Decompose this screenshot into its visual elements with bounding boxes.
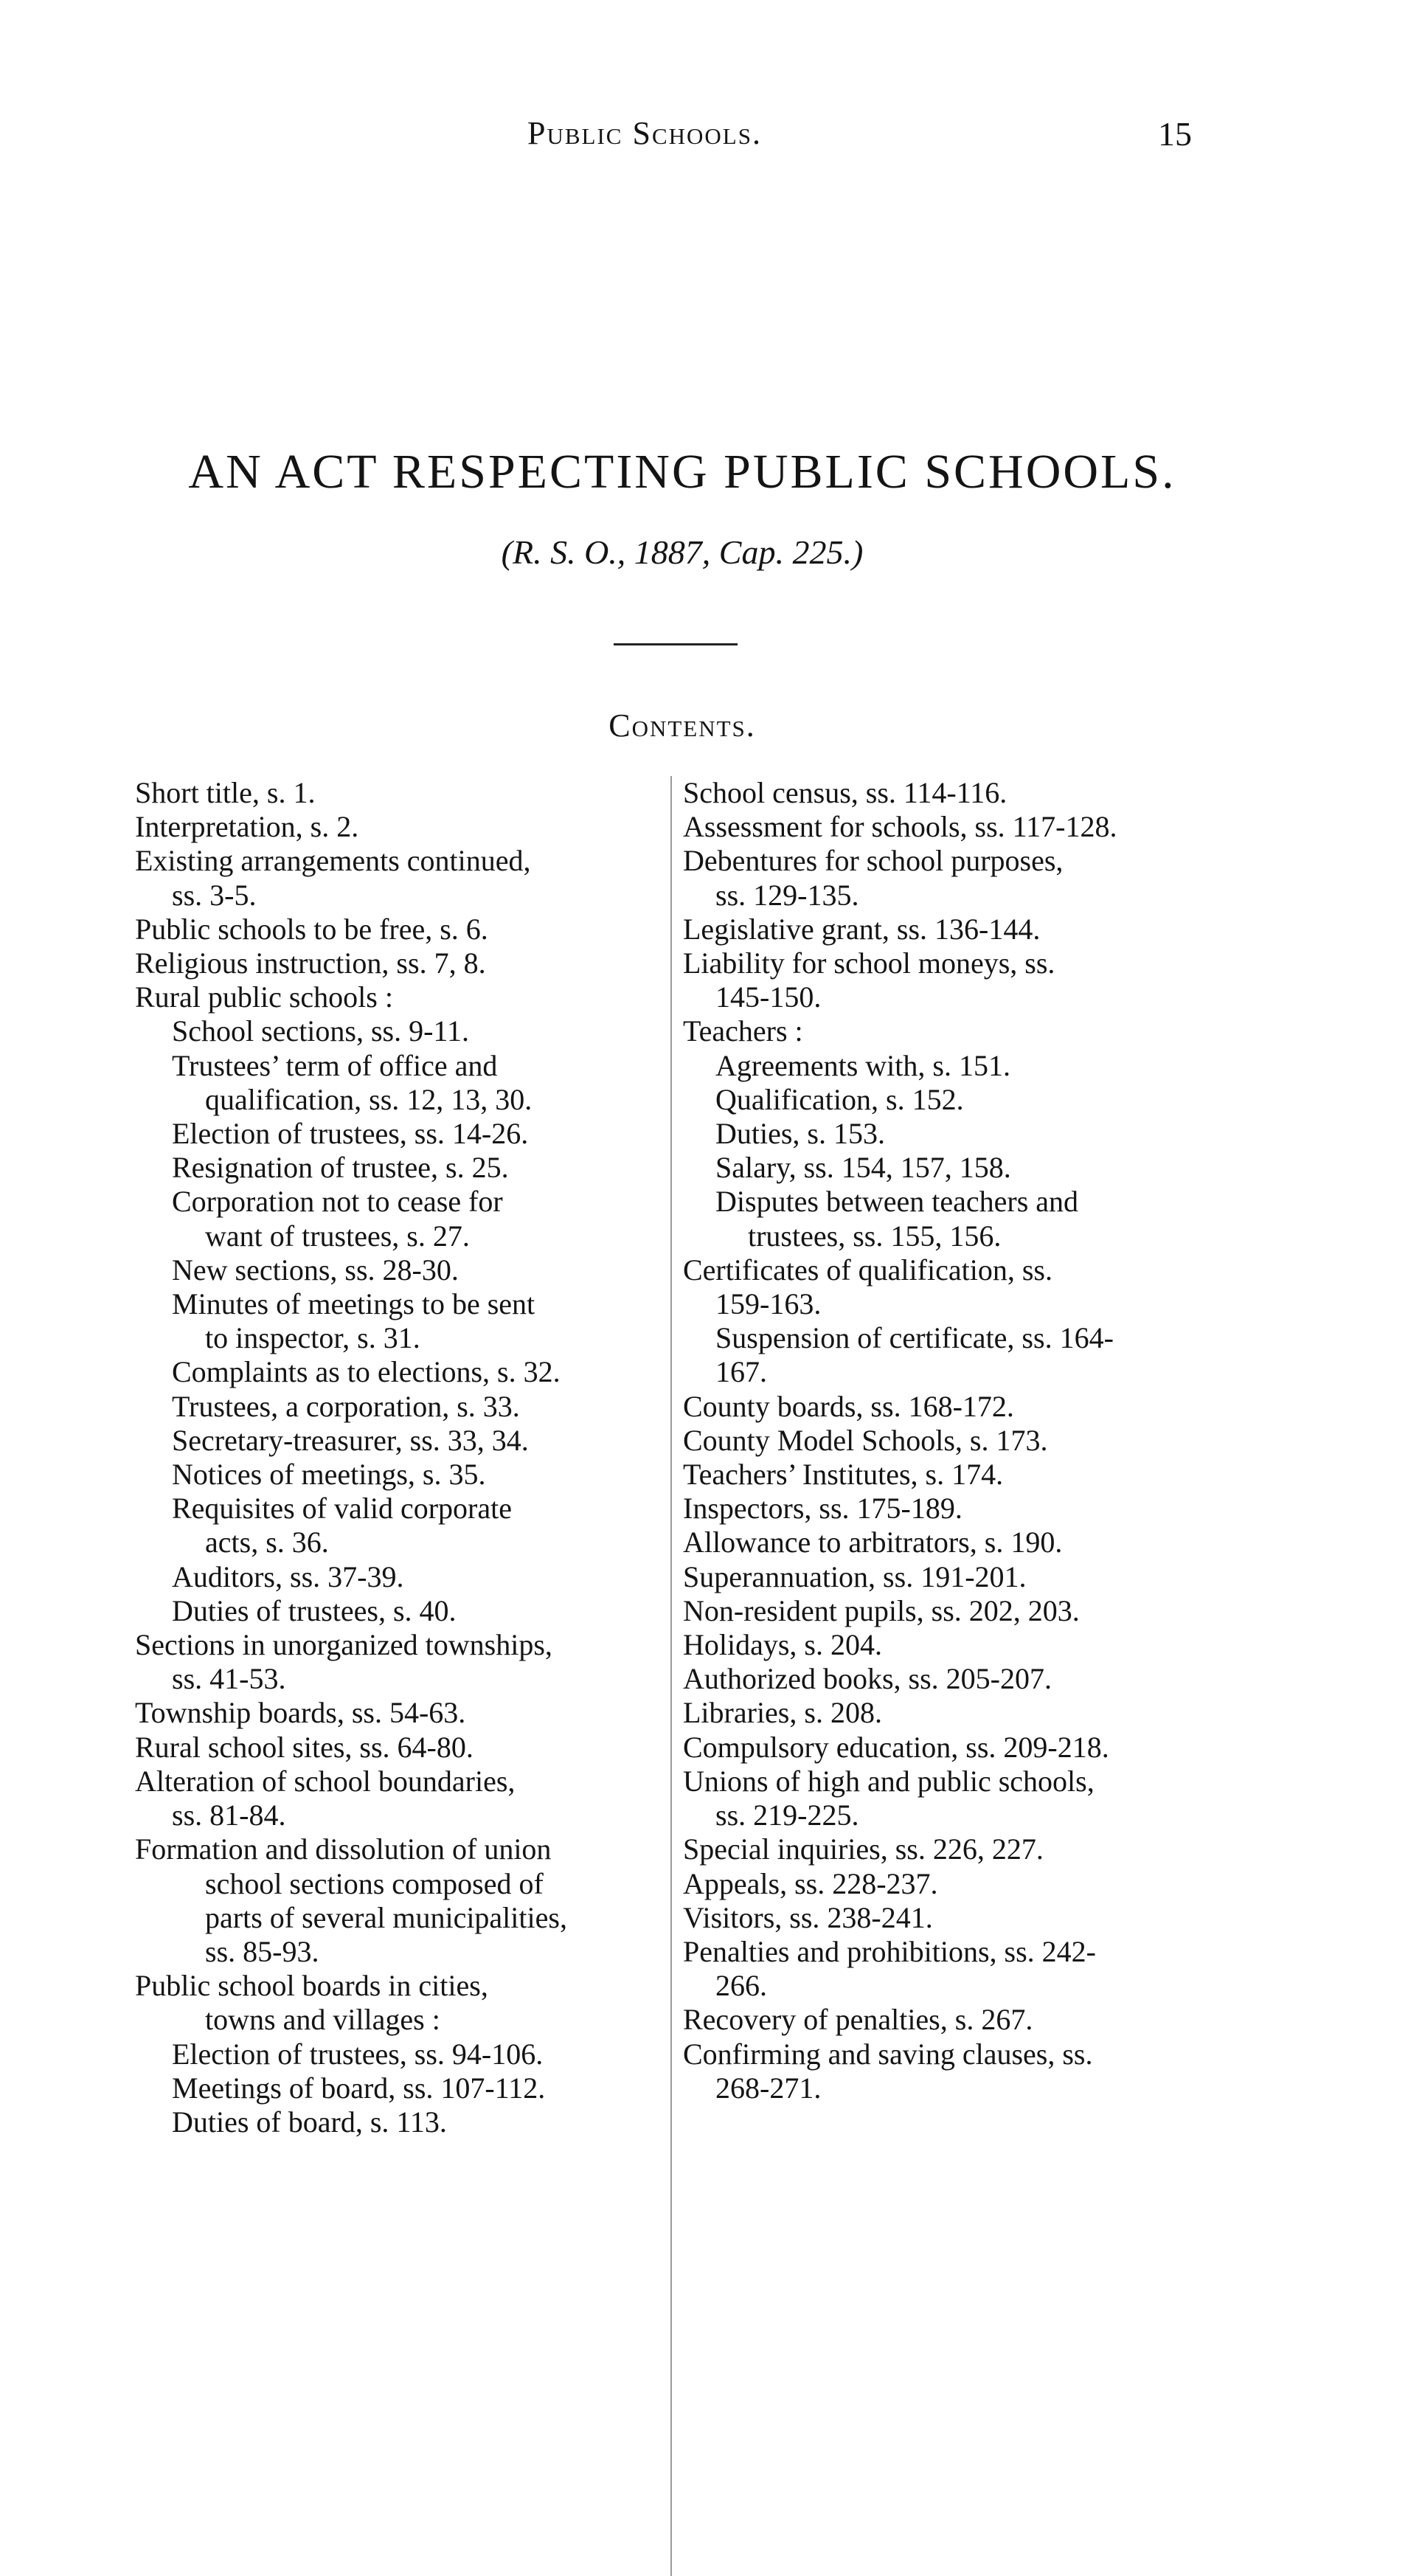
contents-entry: Minutes of meetings to be sent	[172, 1287, 535, 1321]
contents-entry: Suspension of certificate, ss. 164-	[715, 1321, 1114, 1355]
contents-entry: Teachers :	[683, 1014, 803, 1048]
contents-right-column	[683, 776, 1199, 2105]
contents-entry: ss. 129-135.	[715, 878, 859, 912]
contents-entry: Qualification, s. 152.	[715, 1082, 964, 1116]
contents-entry: Superannuation, ss. 191-201.	[683, 1559, 1027, 1593]
contents-entry: Religious instruction, ss. 7, 8.	[135, 946, 486, 980]
contents-entry: Public school boards in cities,	[135, 1969, 488, 2003]
contents-entry: Salary, ss. 154, 157, 158.	[715, 1151, 1011, 1185]
contents-entry: 145-150.	[715, 980, 822, 1014]
contents-entry: Township boards, ss. 54-63.	[135, 1696, 466, 1730]
contents-entry: County boards, ss. 168-172.	[683, 1389, 1014, 1423]
contents-entry: School sections, ss. 9-11.	[172, 1014, 469, 1048]
contents-entry: Allowance to arbitrators, s. 190.	[683, 1526, 1063, 1559]
contents-entry: Duties, s. 153.	[715, 1117, 885, 1151]
contents-left-column	[135, 776, 659, 2139]
contents-entry: Corporation not to cease for	[172, 1185, 503, 1219]
contents-entry: ss. 219-225.	[715, 1798, 859, 1832]
contents-entry: Disputes between teachers and	[715, 1185, 1079, 1219]
contents-entry: Libraries, s. 208.	[683, 1696, 882, 1730]
page-number: 15	[1158, 115, 1192, 153]
contents-entry: Election of trustees, ss. 14-26.	[172, 1117, 529, 1151]
contents-entry: Unions of high and public schools,	[683, 1764, 1095, 1798]
contents-entry: Requisites of valid corporate	[172, 1492, 512, 1526]
contents-entry: Sections in unorganized townships,	[135, 1628, 552, 1662]
contents-entry: Duties of trustees, s. 40.	[172, 1593, 457, 1627]
contents-entry: ss. 85-93.	[205, 1934, 319, 1968]
contents-entry: Formation and dissolution of union	[135, 1832, 552, 1866]
contents-entry: Complaints as to elections, s. 32.	[172, 1355, 561, 1389]
contents-entry: parts of several municipalities,	[205, 1900, 567, 1934]
contents-entry: Public schools to be free, s. 6.	[135, 912, 488, 946]
contents-entry: Rural public schools :	[135, 980, 393, 1014]
contents-entry: 159-163.	[715, 1287, 822, 1321]
contents-entry: Interpretation, s. 2.	[135, 810, 359, 844]
contents-entry: Auditors, ss. 37-39.	[172, 1559, 404, 1593]
contents-entry: Penalties and prohibitions, ss. 242-	[683, 1934, 1096, 1968]
contents-entry: Existing arrangements continued,	[135, 844, 531, 878]
contents-entry: Assessment for schools, ss. 117-128.	[683, 810, 1117, 844]
contents-entry: Teachers’ Institutes, s. 174.	[683, 1458, 1004, 1492]
contents-entry: Non-resident pupils, ss. 202, 203.	[683, 1593, 1080, 1627]
contents-entry: school sections composed of	[205, 1866, 544, 1900]
contents-entry: Alteration of school boundaries,	[135, 1764, 516, 1798]
contents-entry: School census, ss. 114-116.	[683, 776, 1007, 809]
contents-entry: Confirming and saving clauses, ss.	[683, 2037, 1093, 2071]
contents-entry: Certificates of qualification, ss.	[683, 1253, 1052, 1287]
contents-entry: ss. 41-53.	[172, 1662, 286, 1696]
contents-entry: Recovery of penalties, s. 267.	[683, 2003, 1033, 2037]
contents-entry: Short title, s. 1.	[135, 776, 316, 809]
contents-entry: 167.	[715, 1355, 767, 1389]
contents-entry: Special inquiries, ss. 226, 227.	[683, 1832, 1044, 1866]
title-rule	[614, 643, 738, 645]
contents-entry: Holidays, s. 204.	[683, 1628, 882, 1662]
contents-entry: New sections, ss. 28-30.	[172, 1253, 459, 1287]
contents-entry: Visitors, ss. 238-241.	[683, 1900, 933, 1934]
contents-entry: ss. 81-84.	[172, 1798, 286, 1832]
running-title: Public Schools.	[527, 115, 762, 151]
contents-entry: Appeals, ss. 228-237.	[683, 1866, 938, 1900]
contents-entry: Rural school sites, ss. 64-80.	[135, 1730, 474, 1764]
contents-entry: Notices of meetings, s. 35.	[172, 1458, 486, 1492]
contents-entry: Compulsory education, ss. 209-218.	[683, 1730, 1109, 1764]
contents-entry: want of trustees, s. 27.	[205, 1219, 470, 1253]
contents-entry: Trustees’ term of office and	[172, 1048, 498, 1082]
contents-entry: Authorized books, ss. 205-207.	[683, 1662, 1052, 1696]
contents-entry: qualification, ss. 12, 13, 30.	[205, 1082, 533, 1116]
contents-entry: Trustees, a corporation, s. 33.	[172, 1389, 520, 1423]
contents-entry: Inspectors, ss. 175-189.	[683, 1492, 963, 1526]
contents-entry: to inspector, s. 31.	[205, 1321, 420, 1355]
contents-heading: Contents.	[608, 707, 756, 744]
contents-entry: ss. 3-5.	[172, 878, 257, 912]
statute-citation: (R. S. O., 1887, Cap. 225.)	[501, 533, 864, 571]
contents-entry: trustees, ss. 155, 156.	[748, 1219, 1002, 1253]
contents-entry: 268-271.	[715, 2071, 822, 2105]
contents-entry: 266.	[715, 1969, 767, 2003]
contents-entry: Duties of board, s. 113.	[172, 2105, 447, 2139]
contents-entry: acts, s. 36.	[205, 1526, 329, 1559]
contents-entry: Meetings of board, ss. 107-112.	[172, 2071, 546, 2105]
contents-entry: towns and villages :	[205, 2003, 440, 2037]
contents-entry: Resignation of trustee, s. 25.	[172, 1151, 509, 1185]
column-divider	[670, 776, 672, 2576]
contents-entry: Debentures for school purposes,	[683, 844, 1064, 878]
contents-entry: Legislative grant, ss. 136-144.	[683, 912, 1041, 946]
contents-entry: County Model Schools, s. 173.	[683, 1423, 1048, 1457]
contents-entry: Liability for school moneys, ss.	[683, 946, 1055, 980]
contents-entry: Secretary-treasurer, ss. 33, 34.	[172, 1423, 529, 1457]
contents-entry: Election of trustees, ss. 94-106.	[172, 2037, 544, 2071]
contents-entry: Agreements with, s. 151.	[715, 1048, 1010, 1082]
act-title: AN ACT RESPECTING PUBLIC SCHOOLS.	[188, 445, 1176, 499]
